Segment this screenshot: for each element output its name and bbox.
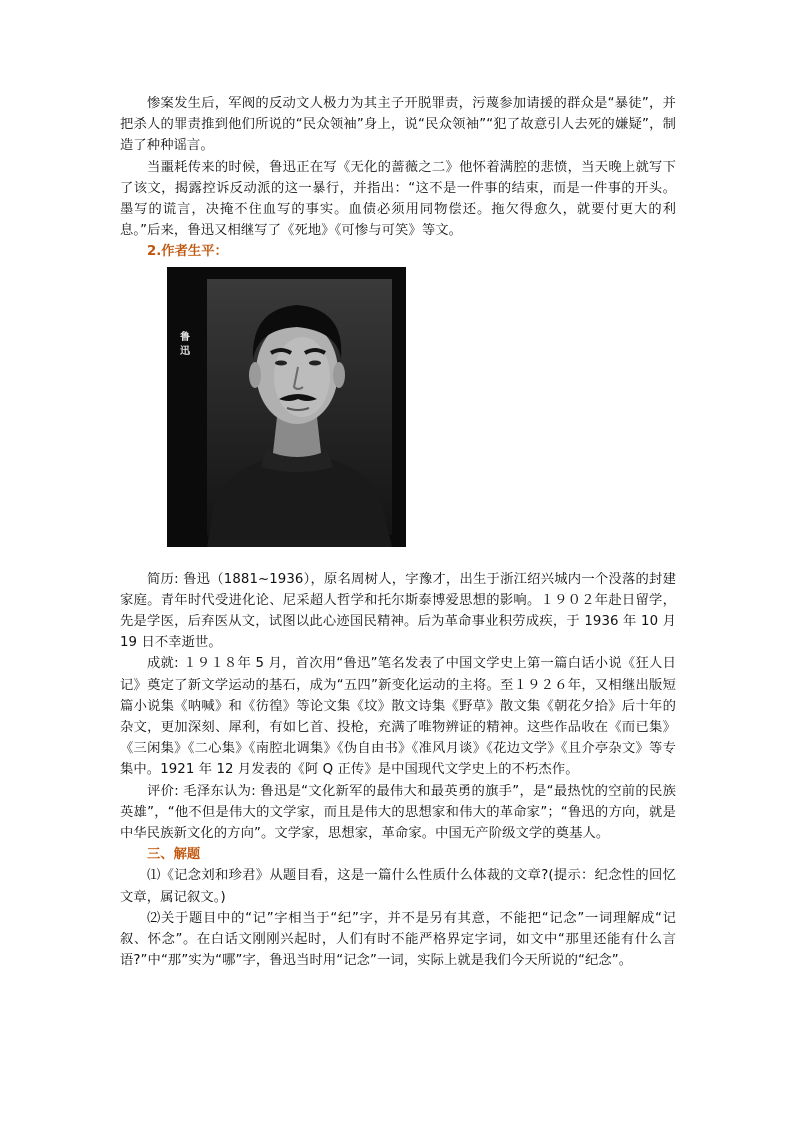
document-body xyxy=(120,93,676,971)
paragraph-news: 当噩耗传来的时候，鲁迅正在写《无化的蔷薇之二》他怀着满腔的悲愤，当天晚上就写下了该文，揭露控诉反动派的这一暴行，并指出：“这不是一件事的结束，而是一件事的开头。墨写的谎言，决掩不住血写的事实。血债必须用同物偿还。拖欠得愈久，就要付更大的利息。”后来，鲁迅又相继写了《死地》《可惨与可笑》等文。 xyxy=(120,159,676,239)
paragraph-question-2: ⑵关于题目中的“记”字相当于“纪”字，并不是另有其意，不能把“记念”一词理解成“记叙、怀念”。在白话文刚刚兴起时，人们有时不能严格界定字词，如文中“那里还能有什么言语?”中“那”实为“哪”字，鲁迅当时用“记念”一词，实际上就是我们今天所说的“纪念”。 xyxy=(120,910,676,969)
paragraph-achievements: 成就: １９１８年 5 月，首次用“鲁迅”笔名发表了中国文学史上第一篇白话小说《狂人日记》奠定了新文学运动的基石，成为“五四”新变化运动的主将。至１９２６年，又相继出版短篇小说集《呐喊》和《彷徨》等论文集《坟》散文诗集《野草》散文集《朝花夕拾》后十年的杂文，更加深刻、犀利，有如匕首、投枪，充满了唯物辨证的精神。这些作品收在《而已集》《三闲集》《二心集》《南腔北调集》《伪自由书》《准风月谈》《花边文学》《且介亭杂文》等专集中。1921 年 12 月发表的《阿 Q 正传》是中国现代文学史上的不朽杰作。 xyxy=(120,656,676,778)
paragraph-question-1: ⑴《记念刘和珍君》从题目看，这是一篇什么性质什么体裁的文章?(提示：纪念性的回忆文章，属记叙文。) xyxy=(120,868,676,905)
portrait-caption: 鲁迅 xyxy=(180,331,190,357)
portrait-photo xyxy=(167,267,406,547)
paragraph-aftermath: 惨案发生后，军阀的反动文人极力为其主子开脱罪责，污蔑参加请援的群众是“暴徒”，并把杀人的罪责推到他们所说的“民众领袖”身上，说“民众领袖”“犯了故意引人去死的嫌疑”，制造了种种谣言。 xyxy=(120,96,676,154)
portrait-illustration xyxy=(167,267,406,547)
portrait-figure xyxy=(167,267,676,569)
heading-title-explanation: 三、解题 xyxy=(147,847,201,863)
paragraph-evaluation: 评价: 毛泽东认为: 鲁迅是“文化新军的最伟大和最英勇的旗手”，是“最热忱的空前的民族英雄”，“他不但是伟大的文学家，而且是伟大的思想家和伟大的革命家”；“鲁迅的方向，就是中华民族新文化的方向”。文学家，思想家，革命家。中国无产阶级文学的奠基人。 xyxy=(120,783,676,842)
heading-author-life: 2.作者生平： xyxy=(147,244,228,260)
paragraph-biography: 简历: 鲁迅（1881~1936），原名周树人，字豫才，出生于浙江绍兴城内一个没落的封建家庭。青年时代受进化论、尼采超人哲学和托尔斯泰博爱思想的影响。１９０２年赴日留学，先是学医，后弃医从文，试图以此心迹国民精神。后为革命事业积劳成疾，于 1936 年 10 月 19 日不幸逝世。 xyxy=(120,571,676,651)
